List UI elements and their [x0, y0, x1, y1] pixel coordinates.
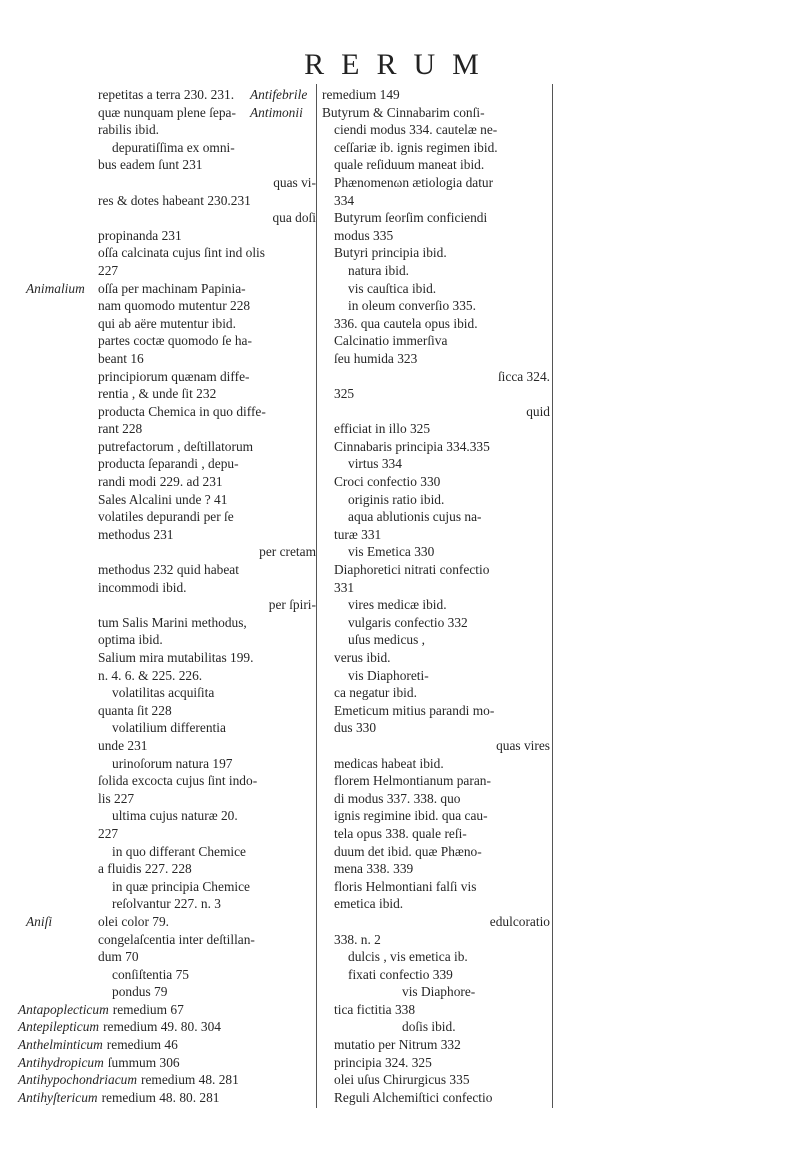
index-entry-text: rant 228: [98, 421, 143, 437]
index-entry: [86, 807, 316, 825]
index-entry: [86, 543, 316, 561]
column-divider: [316, 84, 317, 1108]
index-entry-text: depuratiſſima ex omni-: [112, 139, 235, 155]
index-entry-text: quæ nunquam plene ſepa-: [98, 104, 236, 120]
index-entry: [322, 491, 550, 509]
index-entry-text: in oleum converſio 335.: [348, 298, 476, 314]
index-entry-text: 227: [98, 262, 119, 278]
index-entry: [26, 913, 316, 931]
index-entry: [86, 174, 316, 192]
index-entry-text: incommodi ibid.: [98, 579, 187, 595]
index-entry: [86, 491, 316, 509]
index-entry: [322, 772, 550, 790]
index-entry: [322, 702, 550, 720]
index-entry-text: n. 4. 6. & 225. 226.: [98, 667, 203, 683]
index-entry: [86, 702, 316, 720]
index-entry-text: fixati confectio 339: [348, 966, 453, 982]
index-entry-text: dum 70: [98, 949, 139, 965]
index-entry: [86, 860, 316, 878]
index-entry: [322, 1071, 550, 1089]
index-headword: Antihydropicum: [18, 1054, 104, 1070]
index-entry: [322, 966, 550, 984]
index-entry: [322, 174, 550, 192]
index-entry: [322, 561, 550, 579]
index-entry-text: Croci confectio 330: [334, 474, 441, 490]
index-entry: [322, 332, 550, 350]
index-entry: [322, 420, 550, 438]
index-entry-text: di modus 337. 338. quo: [334, 790, 461, 806]
index-entry-text: dulcis , vis emetica ib.: [348, 949, 468, 965]
index-entry-text: quale reſiduum maneat ibid.: [334, 157, 485, 173]
index-entry: [86, 438, 316, 456]
index-entry-text: unde 231: [98, 737, 148, 753]
index-entry-text: 338. n. 2: [334, 931, 381, 947]
index-entry-text: vulgaris confectio 332: [348, 614, 468, 630]
index-entry-text: mutatio per Nitrum 332: [334, 1037, 461, 1053]
index-entry: [86, 966, 316, 984]
index-entry-text: putrefactorum , deſtillatorum: [98, 438, 254, 454]
index-entry-text: res & dotes habeant 230.231: [98, 192, 251, 208]
index-entry-text: reſolvantur 227. n. 3: [112, 896, 221, 912]
index-entry-text: ceſſariæ ib. ignis regimen ibid.: [334, 139, 498, 155]
index-entry-text: 331: [334, 579, 355, 595]
index-entry: [86, 473, 316, 491]
index-entry-text: Emeticum mitius parandi mo-: [334, 702, 495, 718]
index-entry-text: Butyrum & Cinnabarim conſi-: [322, 104, 485, 120]
index-entry: [18, 1054, 316, 1072]
index-entry: [322, 719, 550, 737]
index-entry: [322, 121, 550, 139]
index-entry-text: remedium 49. 80. 304: [103, 1019, 221, 1035]
index-entry: [322, 403, 550, 421]
index-entry-text: remedium 46: [106, 1037, 178, 1053]
index-entry-text: volatiles depurandi per ſe: [98, 509, 234, 525]
index-entry: [322, 649, 550, 667]
index-entry: [86, 262, 316, 280]
index-headword: Animalium: [26, 280, 85, 296]
index-entry: [86, 790, 316, 808]
index-entry: [322, 244, 550, 262]
index-entry: [18, 1071, 316, 1089]
index-entry-text: in quo differant Chemice: [112, 843, 246, 859]
index-entry: [86, 772, 316, 790]
index-entry: [18, 1001, 316, 1019]
index-entry: [322, 1036, 550, 1054]
index-entry: [322, 931, 550, 949]
index-entry: [322, 139, 550, 157]
index-entry-text: bus eadem ſunt 231: [98, 157, 203, 173]
index-entry-text: in quæ principia Chemice: [112, 878, 250, 894]
index-entry-text: producta Chemica in quo diffe-: [98, 403, 266, 419]
right-margin-rule: [552, 84, 553, 1108]
index-entry-text: Phænomenωn ætiologia datur: [334, 174, 494, 190]
index-entry: [250, 86, 550, 104]
index-entry-text: aqua ablutionis cujus na-: [348, 509, 482, 525]
index-entry-text: rentia , & unde ſit 232: [98, 386, 217, 402]
index-entry: [322, 1001, 550, 1019]
index-entry-text: dus 330: [334, 720, 377, 736]
index-entry: [18, 1018, 316, 1036]
index-entry-text: Sales Alcalini unde ? 41: [98, 491, 228, 507]
index-entry: [86, 843, 316, 861]
index-entry: [322, 455, 550, 473]
index-entry: [322, 508, 550, 526]
index-entry: [86, 755, 316, 773]
index-entry-text: ſicca 324.: [497, 368, 550, 384]
index-entry-text: vis cauſtica ibid.: [348, 280, 437, 296]
index-entry-text: tum Salis Marini methodus,: [98, 614, 247, 630]
index-entry-text: doſis ibid.: [402, 1019, 456, 1035]
index-entry: [86, 297, 316, 315]
index-entry: [322, 156, 550, 174]
index-entry-text: quas vires: [496, 737, 550, 753]
index-entry: [322, 895, 550, 913]
index-entry: [86, 561, 316, 579]
index-entry: [86, 526, 316, 544]
index-entry-text: principiorum quænam diffe-: [98, 368, 250, 384]
index-entry: [86, 315, 316, 333]
index-entry-text: turæ 331: [334, 526, 382, 542]
index-entry: [86, 948, 316, 966]
index-entry-text: ultima cujus naturæ 20.: [112, 808, 238, 824]
index-entry: [86, 209, 316, 227]
index-entry-text: mena 338. 339: [334, 861, 414, 877]
index-entry-text: Diaphoretici nitrati confectio: [334, 562, 490, 578]
index-entry-text: qui ab aëre mutentur ibid.: [98, 315, 236, 331]
index-entry-text: qua doſi: [272, 210, 316, 226]
index-entry: [86, 332, 316, 350]
index-entry-text: Salium mira mutabilitas 199.: [98, 650, 254, 665]
index-entry-text: duum det ibid. quæ Phæno-: [334, 843, 482, 859]
index-entry-text: nam quomodo mutentur 228: [98, 298, 251, 314]
index-headword: Antifebrile: [250, 87, 308, 102]
index-entry-text: virtus 334: [348, 456, 402, 472]
index-entry: [86, 719, 316, 737]
index-entry-text: congelaſcentia inter deſtillan-: [98, 931, 255, 947]
index-entry: [322, 790, 550, 808]
index-entry: [86, 156, 316, 174]
index-entry: [18, 1089, 316, 1107]
index-entry: [86, 385, 316, 403]
index-entry: [322, 315, 550, 333]
index-entry-text: urinoſorum natura 197: [112, 755, 233, 771]
index-entry: [322, 526, 550, 544]
index-headword: Antimonii: [250, 104, 303, 120]
index-entry-text: tela opus 338. quale reſi-: [334, 825, 467, 841]
running-header: RERUM: [304, 48, 496, 81]
index-entry: [322, 350, 550, 368]
index-entry-text: originis ratio ibid.: [348, 491, 445, 507]
index-entry: [250, 104, 550, 122]
index-entry-text: remedium 48. 281: [141, 1072, 239, 1088]
index-entry-text: rabilis ibid.: [98, 122, 159, 138]
index-entry: [18, 1036, 316, 1054]
index-entry: [86, 737, 316, 755]
index-entry: [86, 895, 316, 913]
index-entry-text: principia 324. 325: [334, 1054, 432, 1070]
index-entry-text: per ſpiri-: [268, 597, 316, 613]
index-entry: [322, 983, 550, 1001]
index-entry: [86, 350, 316, 368]
index-entry: [86, 614, 316, 632]
index-entry: [86, 508, 316, 526]
index-entry: [86, 878, 316, 896]
index-entry-text: floris Helmontiani falſi vis: [334, 878, 477, 894]
index-entry-text: ſeu humida 323: [334, 350, 418, 366]
index-entry: [86, 825, 316, 843]
index-entry-text: remedium 48. 80. 281: [101, 1089, 220, 1105]
index-entry: [86, 244, 316, 262]
index-entry-text: ſolida excocta cujus ſint indo-: [98, 773, 258, 789]
index-entry-text: conſiſtentia 75: [112, 966, 189, 982]
index-entry-text: Calcinatio immerſiva: [334, 333, 448, 349]
index-entry: [322, 631, 550, 649]
index-entry: [86, 192, 316, 210]
index-entry-text: uſus medicus ,: [348, 632, 425, 648]
index-entry-text: lis 227: [98, 790, 135, 806]
index-entry-text: olei uſus Chirurgicus 335: [334, 1072, 470, 1088]
index-entry: [322, 262, 550, 280]
index-entry: [86, 579, 316, 597]
index-entry: [322, 737, 550, 755]
index-entry: [322, 807, 550, 825]
index-entry: [322, 368, 550, 386]
index-entry-text: 336. qua cautela opus ibid.: [334, 315, 478, 331]
index-entry-text: 227: [98, 825, 119, 841]
index-entry: [86, 403, 316, 421]
index-entry: [322, 755, 550, 773]
index-entry-text: pondus 79: [112, 984, 168, 1000]
index-entry: [322, 385, 550, 403]
index-entry-text: efficiat in illo 325: [334, 421, 431, 437]
index-entry-text: tica fictitia 338: [334, 1001, 416, 1017]
index-entry-text: beant 16: [98, 350, 144, 366]
index-entry: [322, 667, 550, 685]
index-entry-text: remedium 149: [322, 87, 400, 102]
index-entry-text: Cinnabaris principia 334.335: [334, 438, 490, 454]
index-entry: [86, 455, 316, 473]
index-entry-text: methodus 232 quid habeat: [98, 562, 239, 578]
index-entry: [86, 420, 316, 438]
index-entry-text: oſſa per machinam Papinia-: [98, 280, 246, 296]
index-entry-text: oſſa calcinata cujus ſint ind olis: [98, 245, 265, 261]
index-entry: [322, 596, 550, 614]
index-entry-text: Butyri principia ibid.: [334, 245, 447, 261]
index-entry-text: edulcoratio: [489, 913, 550, 929]
index-entry: [86, 121, 316, 139]
index-entry: [322, 1089, 550, 1107]
index-entry: [322, 878, 550, 896]
index-entry-text: ſummum 306: [107, 1054, 180, 1070]
index-entry-text: repetitas a terra 230. 231.: [98, 87, 235, 102]
index-entry-text: vires medicæ ibid.: [348, 597, 447, 613]
index-entry-text: methodus 231: [98, 526, 174, 542]
index-entry: [322, 614, 550, 632]
index-headword: Aniſi: [26, 913, 53, 929]
index-entry: [322, 913, 550, 931]
index-entry-text: ca negatur ibid.: [334, 685, 417, 701]
index-entry-text: Butyrum ſeorſim conficiendi: [334, 210, 488, 226]
index-entry-text: verus ibid.: [334, 650, 391, 665]
index-entry-text: medicas habeat ibid.: [334, 755, 444, 771]
index-entry: [322, 280, 550, 298]
index-entry-text: producta ſeparandi , depu-: [98, 456, 239, 472]
index-entry-text: volatilium differentia: [112, 720, 226, 736]
index-entry: [322, 543, 550, 561]
index-headword: Antihyſtericum: [18, 1089, 98, 1105]
index-entry-text: volatilitas acquiſita: [112, 685, 215, 701]
index-entry: [322, 843, 550, 861]
index-entry: [86, 983, 316, 1001]
index-entry: [86, 227, 316, 245]
index-entry-text: randi modi 229. ad 231: [98, 474, 223, 490]
index-entry-text: quanta ſit 228: [98, 702, 172, 718]
index-entry-text: quid: [526, 403, 550, 419]
index-entry: [322, 860, 550, 878]
index-entry-text: partes coctæ quomodo ſe ha-: [98, 333, 252, 349]
index-headword: Antepilepticum: [18, 1019, 100, 1035]
index-entry: [322, 192, 550, 210]
index-entry: [322, 948, 550, 966]
index-entry-text: vis Emetica 330: [348, 544, 435, 560]
index-entry-text: natura ibid.: [348, 262, 409, 278]
index-entry-text: per cretam: [259, 544, 316, 560]
index-entry: [322, 825, 550, 843]
index-entry: [86, 649, 316, 667]
index-entry: [86, 139, 316, 157]
index-entry-text: olei color 79.: [98, 913, 170, 929]
index-entry-text: a fluidis 227. 228: [98, 861, 192, 877]
index-headword: Anthelminticum: [18, 1037, 103, 1053]
index-headword: Antapoplecticum: [18, 1001, 109, 1017]
index-entry: [86, 684, 316, 702]
index-entry: [86, 596, 316, 614]
index-entry: [322, 473, 550, 491]
index-entry-text: 334: [334, 192, 355, 208]
index-entry: [322, 297, 550, 315]
index-entry: [26, 280, 316, 298]
index-entry-text: ciendi modus 334. cautelæ ne-: [334, 122, 498, 138]
index-entry: [86, 667, 316, 685]
index-entry: [86, 631, 316, 649]
index-entry: [322, 1054, 550, 1072]
index-entry-text: modus 335: [334, 227, 394, 243]
index-entry: [322, 1018, 550, 1036]
index-entry-text: Reguli Alchemiſtici confectio: [334, 1089, 493, 1105]
index-entry: [322, 438, 550, 456]
index-entry-text: remedium 67: [112, 1001, 184, 1017]
index-entry: [322, 209, 550, 227]
index-entry-text: emetica ibid.: [334, 896, 404, 912]
index-column-left: [18, 86, 316, 1106]
index-entry: [322, 579, 550, 597]
index-entry-text: vis Diaphore-: [402, 984, 476, 1000]
index-headword: Antihypochondriacum: [18, 1072, 138, 1088]
index-entry-text: propinanda 231: [98, 227, 182, 243]
index-entry-text: ignis regimine ibid. qua cau-: [334, 808, 488, 824]
index-entry: [322, 684, 550, 702]
index-entry-text: 325: [334, 386, 355, 402]
index-entry: [322, 227, 550, 245]
index-entry-text: optima ibid.: [98, 632, 163, 648]
index-entry: [86, 931, 316, 949]
index-entry: [86, 368, 316, 386]
index-entry-text: vis Diaphoreti-: [348, 667, 429, 683]
index-entry-text: quas vi-: [273, 174, 316, 190]
index-entry-text: florem Helmontianum paran-: [334, 773, 491, 789]
